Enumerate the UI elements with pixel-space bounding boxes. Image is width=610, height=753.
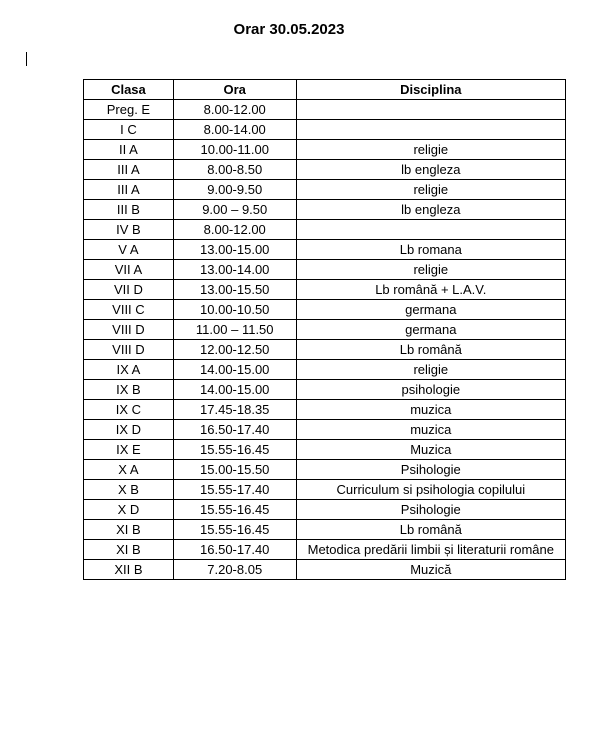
- disciplina-cell: Psihologie: [296, 500, 565, 520]
- ora-cell: 13.00-15.00: [173, 240, 296, 260]
- disciplina-cell: Muzica: [296, 440, 565, 460]
- clasa-cell: IX A: [84, 360, 174, 380]
- clasa-cell: IX D: [84, 420, 174, 440]
- ora-cell: 14.00-15.00: [173, 380, 296, 400]
- clasa-cell: X D: [84, 500, 174, 520]
- table-row: [84, 120, 566, 140]
- table-row: [84, 460, 566, 480]
- table-row: [84, 320, 566, 340]
- ora-cell: 8.00-12.00: [173, 220, 296, 240]
- table-row: [84, 100, 566, 120]
- column-header-clasa: Clasa: [84, 80, 174, 100]
- disciplina-cell: religie: [296, 140, 565, 160]
- schedule-table: [83, 79, 566, 580]
- disciplina-cell: Muzică: [296, 560, 565, 580]
- table-header-row: [84, 80, 566, 100]
- clasa-cell: III B: [84, 200, 174, 220]
- ora-cell: 15.00-15.50: [173, 460, 296, 480]
- ora-cell: 10.00-10.50: [173, 300, 296, 320]
- table-row: [84, 380, 566, 400]
- table-row: [84, 500, 566, 520]
- table-row: [84, 540, 566, 560]
- clasa-cell: VIII C: [84, 300, 174, 320]
- clasa-cell: IX C: [84, 400, 174, 420]
- clasa-cell: I C: [84, 120, 174, 140]
- ora-cell: 15.55-16.45: [173, 500, 296, 520]
- clasa-cell: VII D: [84, 280, 174, 300]
- disciplina-cell: germana: [296, 300, 565, 320]
- disciplina-cell: religie: [296, 260, 565, 280]
- disciplina-cell: Lb română + L.A.V.: [296, 280, 565, 300]
- ora-cell: 7.20-8.05: [173, 560, 296, 580]
- ora-cell: 13.00-14.00: [173, 260, 296, 280]
- ora-cell: 15.55-17.40: [173, 480, 296, 500]
- ora-cell: 9.00 – 9.50: [173, 200, 296, 220]
- table-row: [84, 340, 566, 360]
- ora-cell: 16.50-17.40: [173, 540, 296, 560]
- table-row: [84, 480, 566, 500]
- ora-cell: 12.00-12.50: [173, 340, 296, 360]
- clasa-cell: IX B: [84, 380, 174, 400]
- clasa-cell: Preg. E: [84, 100, 174, 120]
- clasa-cell: V A: [84, 240, 174, 260]
- clasa-cell: VIII D: [84, 320, 174, 340]
- table-row: [84, 240, 566, 260]
- disciplina-cell: Lb română: [296, 340, 565, 360]
- ora-cell: 15.55-16.45: [173, 440, 296, 460]
- table-row: [84, 440, 566, 460]
- table-row: [84, 180, 566, 200]
- clasa-cell: II A: [84, 140, 174, 160]
- ora-cell: 15.55-16.45: [173, 520, 296, 540]
- column-header-disciplina: Disciplina: [296, 80, 565, 100]
- schedule-body: [84, 100, 566, 580]
- clasa-cell: III A: [84, 180, 174, 200]
- table-row: [84, 360, 566, 380]
- table-row: [84, 220, 566, 240]
- disciplina-cell: psihologie: [296, 380, 565, 400]
- table-row: [84, 400, 566, 420]
- ora-cell: 17.45-18.35: [173, 400, 296, 420]
- disciplina-cell: lb engleza: [296, 160, 565, 180]
- clasa-cell: IX E: [84, 440, 174, 460]
- table-row: [84, 140, 566, 160]
- disciplina-cell: religie: [296, 180, 565, 200]
- disciplina-cell: Psihologie: [296, 460, 565, 480]
- table-row: [84, 160, 566, 180]
- clasa-cell: XII B: [84, 560, 174, 580]
- ora-cell: 11.00 – 11.50: [173, 320, 296, 340]
- disciplina-cell: [296, 220, 565, 240]
- table-row: [84, 560, 566, 580]
- page-title: Orar 30.05.2023: [233, 21, 345, 38]
- disciplina-cell: [296, 120, 565, 140]
- disciplina-cell: Metodica predării limbii și literaturii române: [296, 540, 565, 560]
- ora-cell: 8.00-14.00: [173, 120, 296, 140]
- column-header-ora: Ora: [173, 80, 296, 100]
- disciplina-cell: [296, 100, 565, 120]
- clasa-cell: XI B: [84, 520, 174, 540]
- disciplina-cell: Curriculum si psihologia copilului: [296, 480, 565, 500]
- ora-cell: 8.00-8.50: [173, 160, 296, 180]
- clasa-cell: VIII D: [84, 340, 174, 360]
- clasa-cell: X A: [84, 460, 174, 480]
- disciplina-cell: lb engleza: [296, 200, 565, 220]
- disciplina-cell: muzica: [296, 400, 565, 420]
- clasa-cell: IV B: [84, 220, 174, 240]
- clasa-cell: X B: [84, 480, 174, 500]
- table-row: [84, 280, 566, 300]
- table-row: [84, 300, 566, 320]
- disciplina-cell: Lb romana: [296, 240, 565, 260]
- table-row: [84, 200, 566, 220]
- disciplina-cell: religie: [296, 360, 565, 380]
- ora-cell: 16.50-17.40: [173, 420, 296, 440]
- ora-cell: 9.00-9.50: [173, 180, 296, 200]
- disciplina-cell: germana: [296, 320, 565, 340]
- table-row: [84, 260, 566, 280]
- table-row: [84, 520, 566, 540]
- clasa-cell: VII A: [84, 260, 174, 280]
- ora-cell: 13.00-15.50: [173, 280, 296, 300]
- table-row: [84, 420, 566, 440]
- ora-cell: 8.00-12.00: [173, 100, 296, 120]
- ora-cell: 14.00-15.00: [173, 360, 296, 380]
- ora-cell: 10.00-11.00: [173, 140, 296, 160]
- clasa-cell: III A: [84, 160, 174, 180]
- clasa-cell: XI B: [84, 540, 174, 560]
- disciplina-cell: Lb română: [296, 520, 565, 540]
- disciplina-cell: muzica: [296, 420, 565, 440]
- text-cursor: [26, 52, 27, 66]
